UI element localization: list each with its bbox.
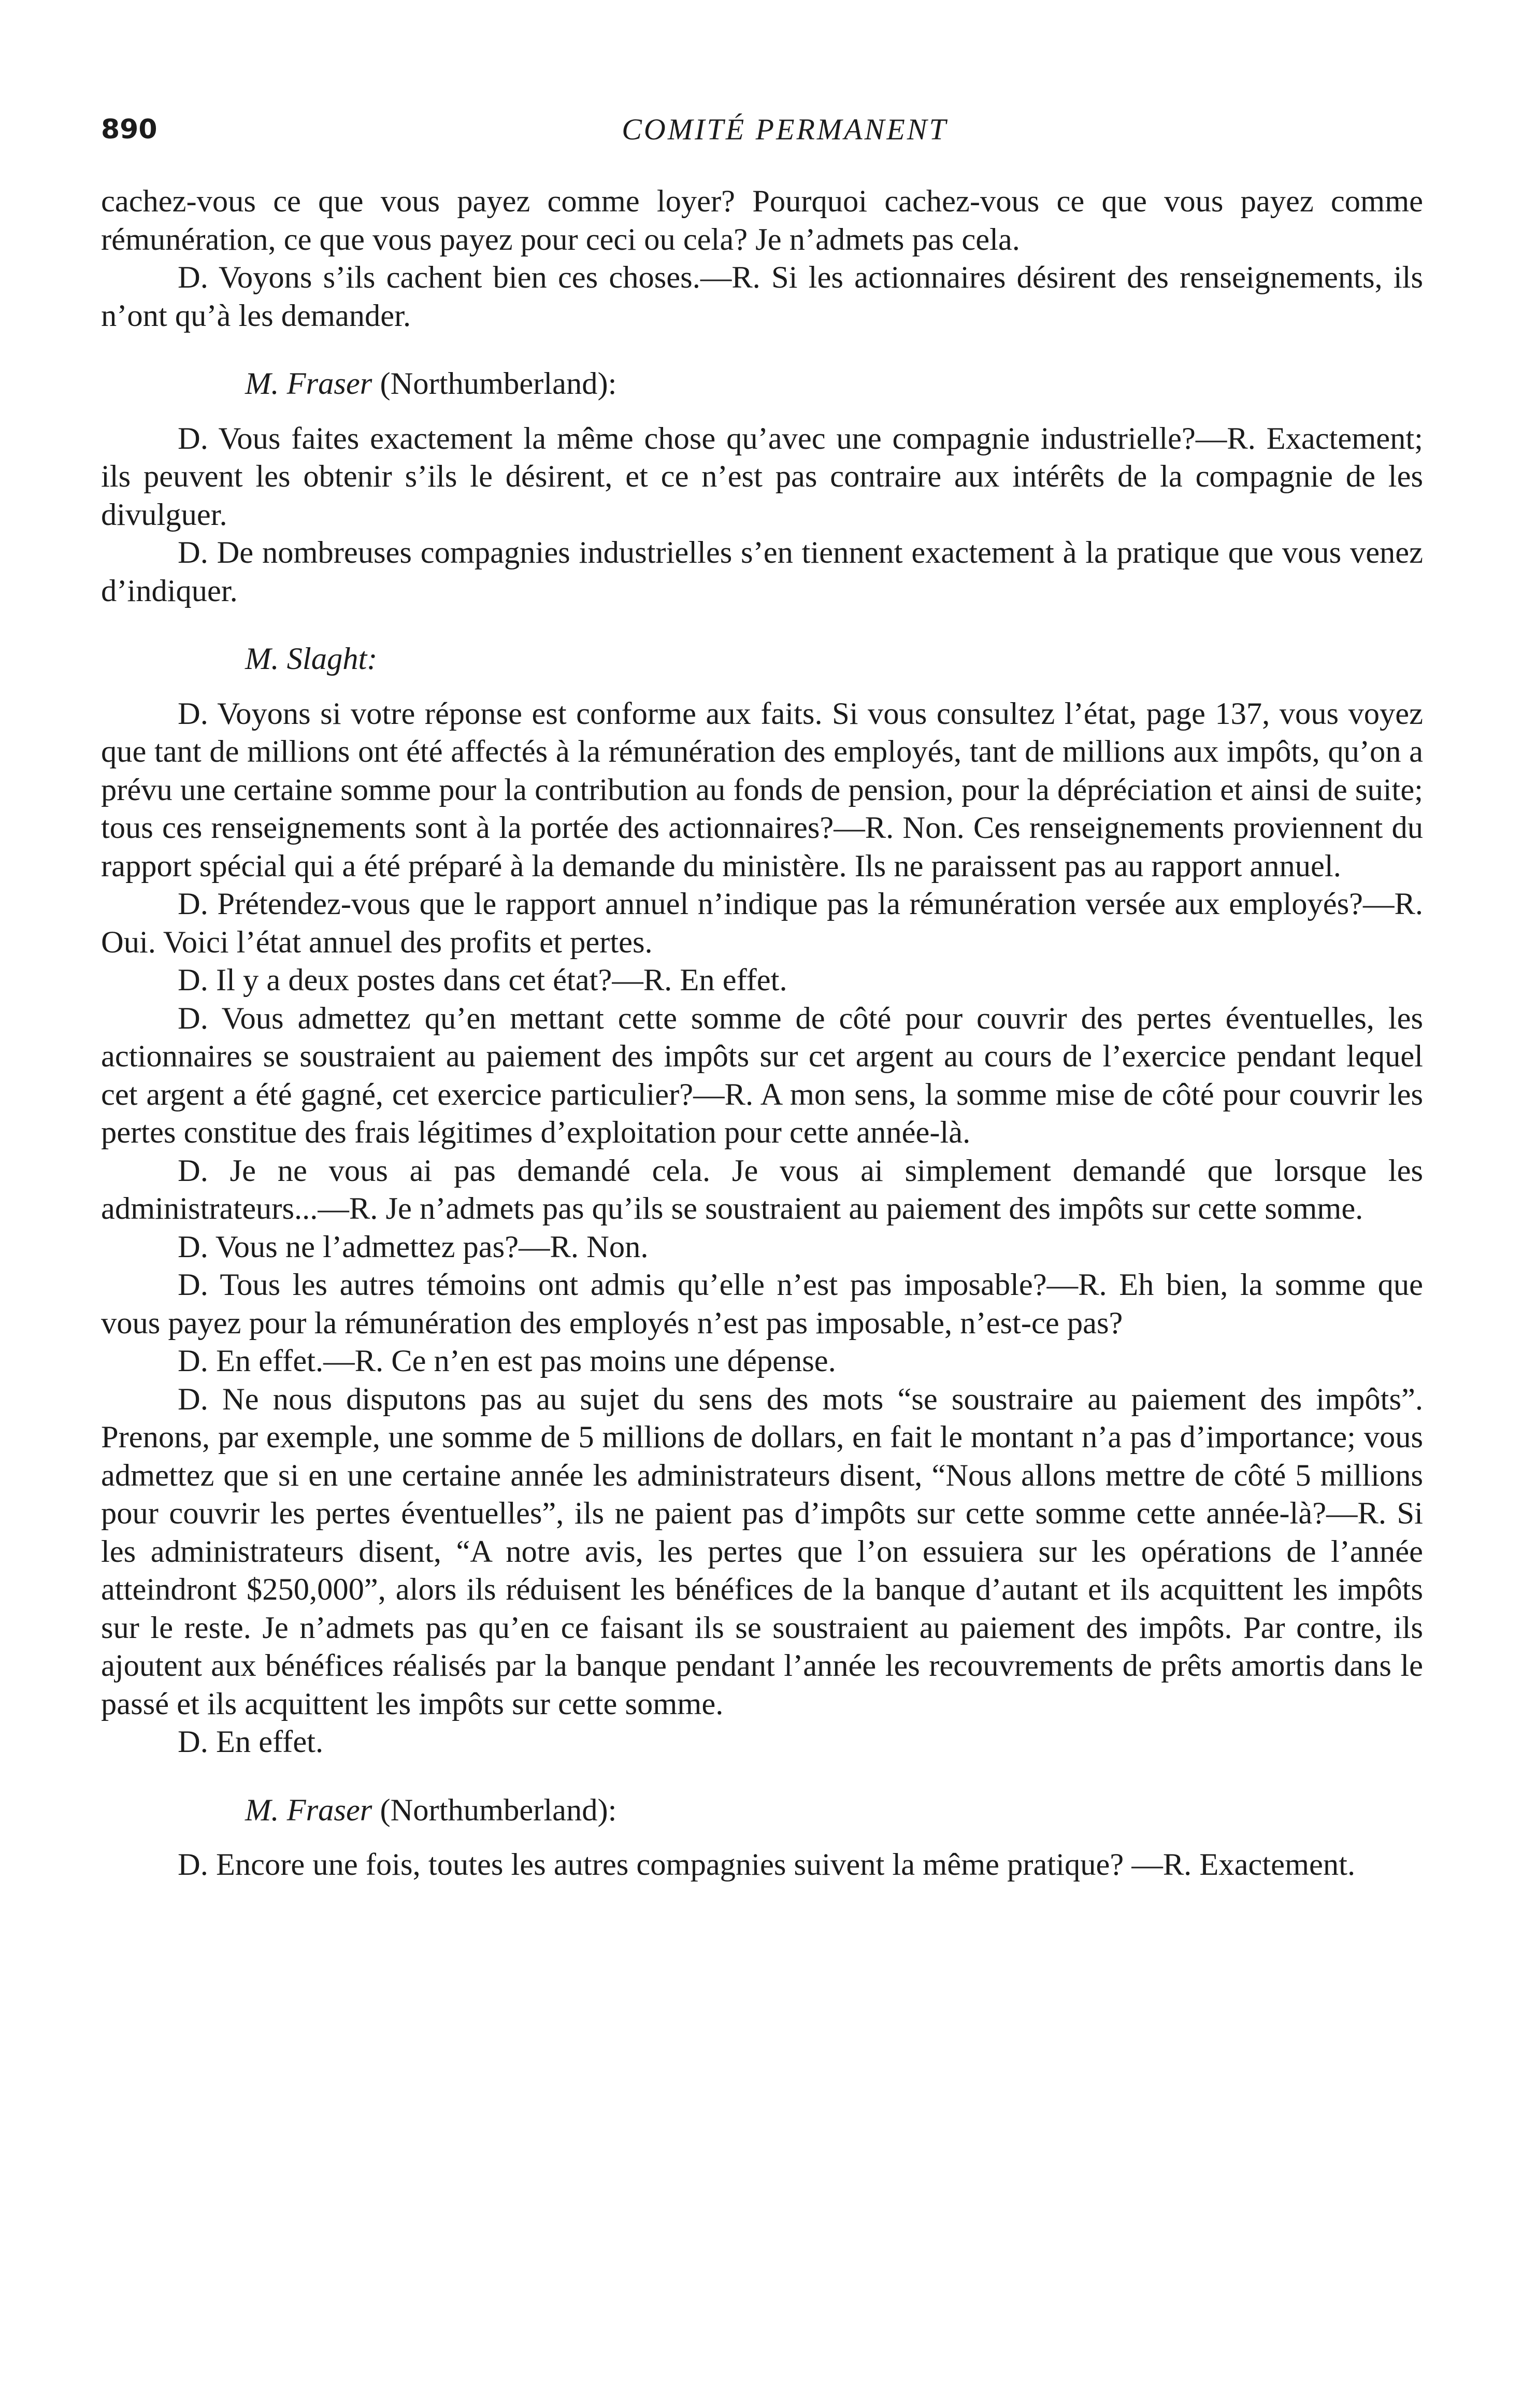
speaker-heading [101, 640, 1423, 678]
speaker-heading [101, 1791, 1423, 1830]
paragraph: D. Vous ne l’admettez pas?—R. Non. [178, 1229, 649, 1264]
paragraph: D. Je ne vous ai pas demandé cela. Je vous ai simplement demandé que lorsque les administrateurs...—R. Je n’admets pas qu’ils se soustraient au paiement des impôts sur cette somme. [101, 1153, 1423, 1226]
paragraph: D. Ne nous disputons pas au sujet du sens des mots “se soustraire au paiement des impôts”. Prenons, par exemple, une somme de 5 millions de dollars, en fait le montant n’a pas d’importance; vous admettez que si en une certaine année les administrateurs disent, “Nous allons mettre de côté 5 millions pour couvrir les pertes éventuelles”, ils ne paient pas d’impôts sur cette somme cette année-là?—R. Si les administrateurs disent, “A notre avis, les pertes que l’on essuiera sur les opérations de l’année atteindront $250,000”, alors ils réduisent les bénéfices de la banque d’autant et ils acquittent les impôts sur le reste. Je n’admets pas qu’en ce faisant ils se soustraient au paiement des impôts. Par contre, ils ajoutent aux bénéfices réalisés par la banque pendant l’année les recouvrements de prêts amortis dans le passé et ils acquittent les impôts sur cette somme. [101, 1381, 1423, 1721]
paragraph: D. Tous les autres témoins ont admis qu’elle n’est pas imposable?—R. Eh bien, la somme que vous payez pour la rémunération des employés n’est pas imposable, n’est-ce pas? [101, 1267, 1423, 1341]
transcript-body [101, 182, 1423, 1884]
speaker-heading [101, 365, 1423, 403]
speaker-name: M. Fraser [245, 366, 372, 401]
speaker-name: M. Slaght: [245, 642, 378, 676]
paragraph: D. Il y a deux postes dans cet état?—R. En effet. [178, 963, 787, 998]
paragraph: D. Encore une fois, toutes les autres compagnies suivent la même pratique? —R. Exactement. [178, 1847, 1356, 1882]
page-number: 890 [101, 114, 157, 145]
paragraph: cachez-vous ce que vous payez comme loyer? Pourquoi cachez-vous ce que vous payez comme rémunération, ce que vous payez pour ceci ou cela? Je n’admets pas cela. [101, 184, 1423, 257]
running-title: COMITÉ PERMANENT [622, 112, 948, 146]
paragraph: D. Vous admettez qu’en mettant cette somme de côté pour couvrir des pertes éventuelles, les actionnaires se soustraient au paiement des impôts sur cet argent au cours de l’exercice pendant lequel cet argent a été gagné, cet exercice particulier?—R. A mon sens, la somme mise de côté pour couvrir les pertes constitue des frais légitimes d’exploitation pour cette année-là. [101, 1001, 1423, 1150]
speaker-name: M. Fraser [245, 1792, 372, 1828]
paragraph: D. De nombreuses compagnies industrielles s’en tiennent exactement à la pratique que vous venez d’indiquer. [101, 535, 1423, 608]
speaker-riding: (Northumberland): [380, 1792, 617, 1828]
paragraph: D. Voyons s’ils cachent bien ces choses.—R. Si les actionnaires désirent des renseignements, ils n’ont qu’à les demander. [101, 260, 1423, 333]
paragraph: D. En effet.—R. Ce n’en est pas moins une dépense. [178, 1344, 836, 1378]
paragraph: D. Voyons si votre réponse est conforme aux faits. Si vous consultez l’état, page 137, vous voyez que tant de millions ont été affectés à la rémunération des employés, tant de millions aux impôts, qu’on a prévu une certaine somme pour la contribution au fonds de pension, pour la dépréciation et ainsi de suite; tous ces renseignements sont à la portée des actionnaires?—R. Non. Ces renseignements proviennent du rapport spécial qui a été préparé à la demande du ministère. Ils ne paraissent pas au rapport annuel. [101, 696, 1423, 884]
page-header [101, 109, 1422, 150]
paragraph: D. Prétendez-vous que le rapport annuel n’indique pas la rémunération versée aux employés?—R. Oui. Voici l’état annuel des profits et pertes. [101, 887, 1423, 960]
paragraph: D. En effet. [178, 1725, 324, 1759]
speaker-riding: (Northumberland): [380, 366, 617, 401]
paragraph: D. Vous faites exactement la même chose qu’avec une compagnie industrielle?—R. Exactement; ils peuvent les obtenir s’ils le désirent, et ce n’est pas contraire aux intérêts de la compagnie de les divulguer. [101, 421, 1423, 532]
